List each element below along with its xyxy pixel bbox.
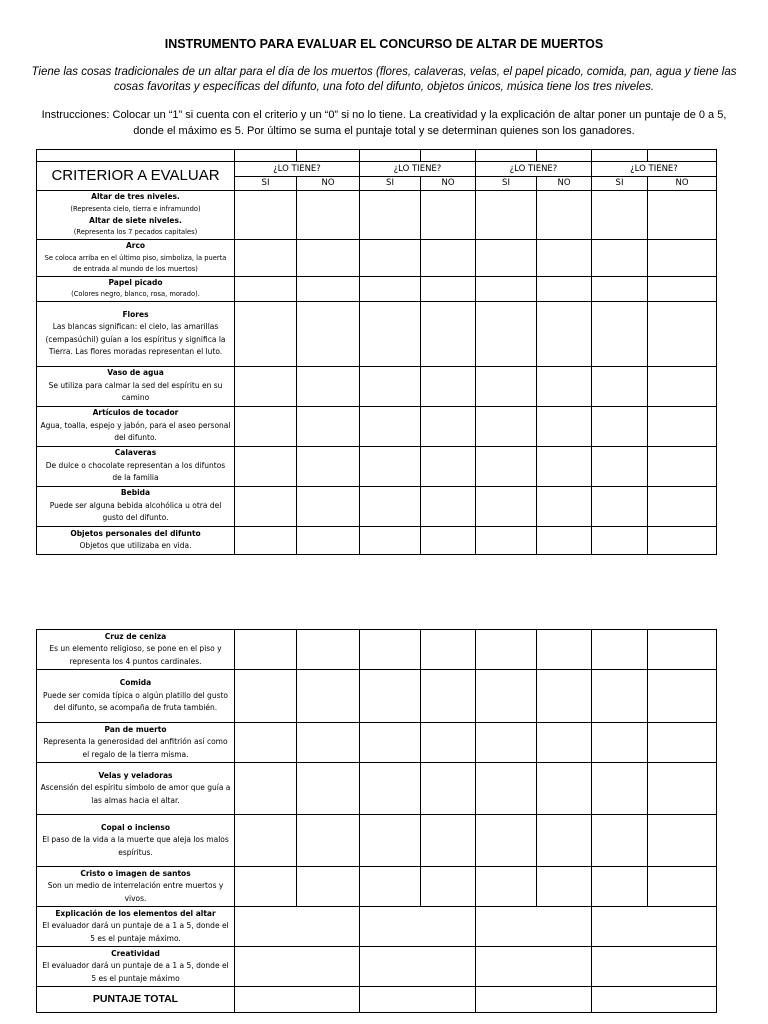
criterion-row: [37, 239, 717, 276]
score-cell[interactable]: [648, 526, 717, 554]
score-cell[interactable]: [592, 526, 648, 554]
score-cell[interactable]: [360, 446, 421, 486]
no-header: NO: [297, 177, 360, 191]
criterion-description: El paso de la vida a la muerte que aleja los malos espíritus.: [42, 835, 229, 857]
criterion-title: Cristo o imagen de santos: [80, 868, 191, 878]
criterion-cell: [37, 486, 235, 526]
score-cell[interactable]: [360, 190, 421, 239]
score-cell[interactable]: [235, 815, 297, 867]
score-cell[interactable]: [537, 763, 592, 815]
total-row: [37, 987, 717, 1013]
score-cell[interactable]: [360, 486, 421, 526]
score-cell[interactable]: [648, 406, 717, 446]
total-cell[interactable]: [592, 987, 717, 1013]
criterion-title: Explicación de los elementos del altar: [55, 908, 216, 918]
criterion-cell: [37, 815, 235, 867]
criterion-description: (Representa los 7 pecados capitales): [73, 228, 198, 236]
spacer-row: [37, 150, 717, 162]
criterion-row: [37, 446, 717, 486]
criterion-row: [37, 867, 717, 907]
score-cell[interactable]: [476, 301, 537, 366]
score-cell[interactable]: [592, 907, 717, 947]
si-header: SI: [360, 177, 421, 191]
criterion-cell: [37, 763, 235, 815]
criterion-row: [37, 276, 717, 301]
score-cell[interactable]: [235, 723, 297, 763]
criterion-description: Se utiliza para calmar la sed del espíritu en su camino: [48, 380, 223, 403]
score-cell[interactable]: [476, 670, 537, 723]
header-row: [37, 162, 717, 177]
score-cell[interactable]: [592, 670, 648, 723]
criterion-cell: [37, 526, 235, 554]
score-cell[interactable]: [235, 239, 297, 276]
score-cell[interactable]: [648, 670, 717, 723]
criterion-description: Objetos que utilizaba en vida.: [79, 541, 192, 550]
score-cell[interactable]: [360, 366, 421, 406]
criterion-title: Artículos de tocador: [92, 408, 179, 418]
score-cell[interactable]: [476, 815, 537, 867]
score-cell[interactable]: [476, 190, 537, 239]
score-cell[interactable]: [421, 190, 476, 239]
score-cell[interactable]: [360, 276, 421, 301]
criterion-description: Ascensión del espíritu símbolo de amor que guía a las almas hacia el altar.: [40, 783, 231, 805]
score-cell[interactable]: [592, 486, 648, 526]
score-cell[interactable]: [421, 276, 476, 301]
criterion-row: [37, 907, 717, 947]
score-cell[interactable]: [592, 239, 648, 276]
score-cell[interactable]: [421, 366, 476, 406]
score-cell[interactable]: [297, 301, 360, 366]
score-cell[interactable]: [297, 723, 360, 763]
intro-paragraph: Tiene las cosas tradicionales de un altar para el día de los muertos (flores, calaveras, velas, el papel picado, comida, pan, agua y tiene las cosas favoritas y específicas del difunto, una foto del difunto, objetos únicos, música tiene los tres niveles.: [31, 66, 737, 93]
score-cell[interactable]: [592, 947, 717, 987]
no-header: NO: [421, 177, 476, 191]
score-cell[interactable]: [235, 406, 297, 446]
score-cell[interactable]: [476, 907, 592, 947]
si-header: SI: [235, 177, 297, 191]
score-cell[interactable]: [421, 867, 476, 907]
criterion-row: [37, 815, 717, 867]
score-cell[interactable]: [421, 239, 476, 276]
total-cell[interactable]: [235, 987, 360, 1013]
score-cell[interactable]: [235, 190, 297, 239]
score-cell[interactable]: [537, 406, 592, 446]
score-cell[interactable]: [297, 239, 360, 276]
score-cell[interactable]: [297, 815, 360, 867]
score-cell[interactable]: [537, 276, 592, 301]
criterion-row: [37, 947, 717, 987]
score-cell[interactable]: [476, 366, 537, 406]
criterion-title: Creatividad: [111, 948, 160, 958]
criterion-title: Vaso de agua: [107, 368, 164, 378]
score-cell[interactable]: [421, 446, 476, 486]
score-cell[interactable]: [537, 867, 592, 907]
score-cell[interactable]: [360, 815, 421, 867]
score-cell[interactable]: [297, 190, 360, 239]
total-cell[interactable]: [360, 987, 476, 1013]
group-header: ¿LO TIENE?: [592, 162, 717, 177]
score-cell[interactable]: [648, 276, 717, 301]
score-cell[interactable]: [476, 723, 537, 763]
score-cell[interactable]: [421, 723, 476, 763]
criterion-cell: [37, 723, 235, 763]
score-cell[interactable]: [235, 630, 297, 670]
score-cell[interactable]: [476, 446, 537, 486]
score-cell[interactable]: [476, 239, 537, 276]
score-cell[interactable]: [476, 867, 537, 907]
criterion-title: Bebida: [120, 488, 151, 498]
si-header: SI: [476, 177, 537, 191]
criterion-description: De dulce o chocolate representan a los difuntos de la familia: [45, 460, 226, 483]
criterion-title: Objetos personales del difunto: [70, 528, 201, 538]
criterion-title: Flores: [122, 309, 149, 319]
criterion-description: Agua, toalla, espejo y jabón, para el aseo personal del difunto.: [40, 420, 231, 443]
criterion-title: Calaveras: [114, 448, 157, 458]
score-cell[interactable]: [360, 301, 421, 366]
score-cell[interactable]: [360, 907, 476, 947]
score-cell[interactable]: [235, 867, 297, 907]
criterion-description: Representa la generosidad del anfitrión así como el regalo de la tierra misma.: [43, 737, 228, 759]
score-cell[interactable]: [592, 301, 648, 366]
criterion-cell: [37, 190, 235, 239]
score-cell[interactable]: [235, 366, 297, 406]
score-cell[interactable]: [648, 867, 717, 907]
group-header: ¿LO TIENE?: [476, 162, 592, 177]
score-cell[interactable]: [297, 763, 360, 815]
score-cell[interactable]: [648, 239, 717, 276]
criterion-title: Comida: [119, 678, 152, 688]
score-cell[interactable]: [360, 867, 421, 907]
score-cell[interactable]: [648, 723, 717, 763]
group-header: ¿LO TIENE?: [235, 162, 360, 177]
score-cell[interactable]: [592, 276, 648, 301]
score-cell[interactable]: [297, 526, 360, 554]
criterion-description: Puede ser alguna bebida alcohólica u otra del gusto del difunto.: [49, 500, 222, 523]
criterion-title: Velas y veladoras: [98, 770, 173, 780]
score-cell[interactable]: [592, 446, 648, 486]
score-cell[interactable]: [592, 723, 648, 763]
criterion-row: [37, 486, 717, 526]
no-header: NO: [648, 177, 717, 191]
criterion-cell: [37, 630, 235, 670]
criterion-cell: [37, 301, 235, 366]
score-cell[interactable]: [592, 763, 648, 815]
score-cell[interactable]: [421, 301, 476, 366]
score-cell[interactable]: [421, 815, 476, 867]
criterion-row: [37, 630, 717, 670]
score-cell[interactable]: [297, 670, 360, 723]
criterion-cell: [37, 670, 235, 723]
score-cell[interactable]: [648, 815, 717, 867]
criterion-description: El evaluador dará un puntaje de a 1 a 5, donde el 5 es el puntaje máximo: [42, 961, 229, 983]
score-cell[interactable]: [421, 406, 476, 446]
criterion-row: [37, 723, 717, 763]
score-cell[interactable]: [592, 630, 648, 670]
score-cell[interactable]: [476, 406, 537, 446]
criterion-title: Altar de tres niveles.: [91, 192, 180, 201]
criterion-title: Copal o incienso: [100, 822, 170, 832]
score-cell[interactable]: [592, 815, 648, 867]
score-cell[interactable]: [297, 446, 360, 486]
score-cell[interactable]: [476, 486, 537, 526]
score-cell[interactable]: [297, 366, 360, 406]
criterion-cell: [37, 867, 235, 907]
criterion-cell: [37, 276, 235, 301]
criterion-cell: [37, 947, 235, 987]
score-cell[interactable]: [537, 446, 592, 486]
score-cell[interactable]: [297, 276, 360, 301]
score-cell[interactable]: [648, 630, 717, 670]
score-cell[interactable]: [537, 301, 592, 366]
criterion-description: El evaluador dará un puntaje de a 1 a 5, donde el 5 es el puntaje máximo.: [42, 921, 229, 943]
score-cell[interactable]: [421, 630, 476, 670]
score-cell[interactable]: [537, 366, 592, 406]
score-cell[interactable]: [476, 526, 537, 554]
score-cell[interactable]: [592, 366, 648, 406]
score-cell[interactable]: [360, 406, 421, 446]
criterion-description: Puede ser comida típica o algún platillo del gusto del difunto, se acompaña de fruta también.: [42, 690, 229, 713]
score-cell[interactable]: [476, 763, 537, 815]
criterion-description: Las blancas significan: el cielo, las amarillas (cempasúchil) guían a los espíritus y significa la Tierra. Las flores moradas representan el luto.: [45, 322, 226, 356]
total-label: PUNTAJE TOTAL: [37, 987, 235, 1013]
score-cell[interactable]: [592, 406, 648, 446]
score-cell[interactable]: [235, 276, 297, 301]
score-cell[interactable]: [235, 301, 297, 366]
score-cell[interactable]: [537, 239, 592, 276]
score-cell[interactable]: [360, 239, 421, 276]
criterion-title: Pan de muerto: [104, 724, 167, 734]
criterion-title: Arco: [125, 241, 146, 251]
score-cell[interactable]: [537, 815, 592, 867]
score-cell[interactable]: [235, 486, 297, 526]
score-cell[interactable]: [592, 190, 648, 239]
criterion-description: Se coloca arriba en el último piso, simboliza, la puerta de entrada al mundo de los muertos): [44, 253, 227, 273]
score-cell[interactable]: [421, 670, 476, 723]
criterion-title: Altar de siete niveles.: [89, 215, 182, 225]
score-cell[interactable]: [648, 190, 717, 239]
score-cell[interactable]: [648, 763, 717, 815]
instructions-paragraph: Instrucciones: Colocar un “1” si cuenta con el criterio y un “0” si no lo tiene. La creatividad y la explicación de altar poner un puntaje de 0 a 5, donde el máximo es 5. Por último se suma el puntaje total y se determinan quienes son los ganadores.: [41, 109, 727, 137]
score-cell[interactable]: [360, 763, 421, 815]
score-cell[interactable]: [648, 486, 717, 526]
score-cell[interactable]: [235, 446, 297, 486]
no-header: NO: [537, 177, 592, 191]
criterion-row: [37, 670, 717, 723]
score-cell[interactable]: [537, 723, 592, 763]
criterion-description: (Colores negro, blanco, rosa, morado).: [71, 290, 200, 299]
criterion-description: (Representa cielo, tierra e inframundo): [70, 204, 201, 213]
criterion-description: Son un medio de interrelación entre muertos y vivos.: [47, 881, 224, 903]
score-cell[interactable]: [235, 670, 297, 723]
score-cell[interactable]: [360, 670, 421, 723]
criterion-row: [37, 301, 717, 366]
score-cell[interactable]: [297, 630, 360, 670]
criterion-description: Es un elemento religioso, se pone en el piso y representa los 4 puntos cardinales.: [49, 644, 222, 666]
criterion-cell: [37, 446, 235, 486]
criterion-row: [37, 526, 717, 554]
evaluation-table-top: [36, 149, 717, 555]
group-header: ¿LO TIENE?: [360, 162, 476, 177]
score-cell[interactable]: [421, 763, 476, 815]
score-cell[interactable]: [537, 630, 592, 670]
criterion-title: Papel picado: [108, 277, 163, 287]
criteria-header: CRITERIOR A EVALUAR: [37, 162, 235, 191]
document-title: INSTRUMENTO PARA EVALUAR EL CONCURSO DE ALTAR DE MUERTOS: [164, 37, 604, 51]
score-cell[interactable]: [648, 301, 717, 366]
score-cell[interactable]: [648, 366, 717, 406]
score-cell[interactable]: [476, 947, 592, 987]
score-cell[interactable]: [537, 526, 592, 554]
score-cell[interactable]: [537, 670, 592, 723]
score-cell[interactable]: [235, 526, 297, 554]
score-cell[interactable]: [297, 406, 360, 446]
evaluation-table-bottom: [36, 629, 717, 1013]
criterion-row: [37, 366, 717, 406]
score-cell[interactable]: [648, 446, 717, 486]
score-cell[interactable]: [360, 630, 421, 670]
score-cell[interactable]: [537, 486, 592, 526]
total-cell[interactable]: [476, 987, 592, 1013]
score-cell[interactable]: [297, 867, 360, 907]
score-cell[interactable]: [235, 907, 360, 947]
criterion-cell: [37, 907, 235, 947]
score-cell[interactable]: [360, 723, 421, 763]
score-cell[interactable]: [537, 190, 592, 239]
criterion-cell: [37, 366, 235, 406]
score-cell[interactable]: [421, 486, 476, 526]
score-cell[interactable]: [476, 630, 537, 670]
score-cell[interactable]: [476, 276, 537, 301]
criterion-cell: [37, 406, 235, 446]
si-header: SI: [592, 177, 648, 191]
score-cell[interactable]: [235, 947, 360, 987]
score-cell[interactable]: [360, 526, 421, 554]
score-cell[interactable]: [297, 486, 360, 526]
score-cell[interactable]: [360, 947, 476, 987]
criterion-title: Cruz de ceniza: [104, 631, 167, 641]
score-cell[interactable]: [421, 526, 476, 554]
criterion-row: [37, 190, 717, 239]
score-cell[interactable]: [592, 867, 648, 907]
criterion-row: [37, 406, 717, 446]
score-cell[interactable]: [235, 763, 297, 815]
criterion-cell: [37, 239, 235, 276]
criterion-row: [37, 763, 717, 815]
